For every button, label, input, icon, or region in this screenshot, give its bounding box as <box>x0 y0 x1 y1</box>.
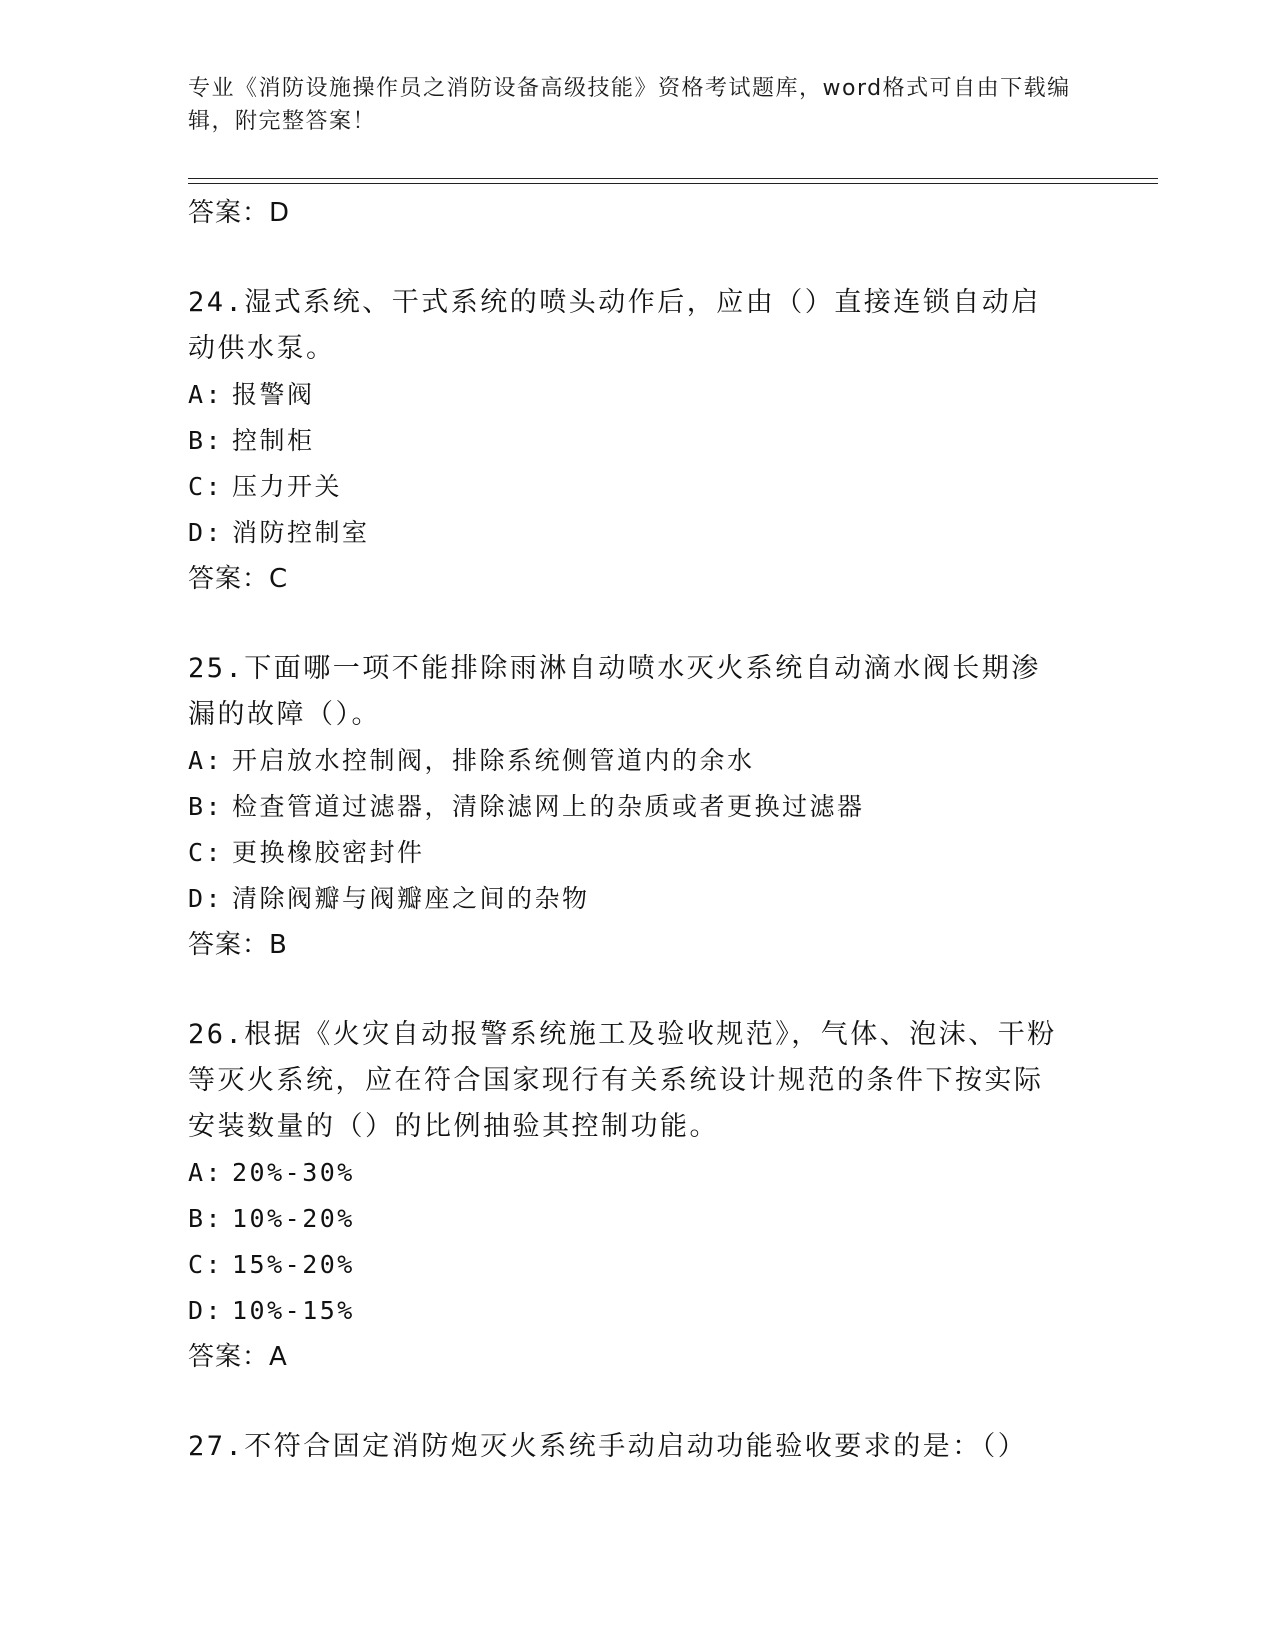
spacer <box>188 236 1088 280</box>
option-label: C: <box>188 1250 224 1279</box>
option-d <box>188 876 1088 922</box>
option-c <box>188 464 1088 510</box>
option-text: 15%-20% <box>232 1250 355 1279</box>
option-text: 更换橡胶密封件 <box>232 838 425 867</box>
option-label: D: <box>188 1296 224 1325</box>
question-list <box>188 190 1088 1470</box>
option-text: 压力开关 <box>232 472 343 501</box>
option-label: D: <box>188 884 224 913</box>
option-b <box>188 784 1088 830</box>
question-26 <box>188 1012 1088 1380</box>
question-24 <box>188 280 1088 602</box>
option-a <box>188 1150 1088 1196</box>
option-a <box>188 738 1088 784</box>
spacer <box>188 968 1088 1012</box>
answer-line: 答案：C <box>188 564 289 594</box>
answer-line: 答案：B <box>188 930 288 960</box>
question-25 <box>188 646 1088 968</box>
option-text: 检査管道过滤器，清除滤网上的杂质或者更换过滤器 <box>232 792 865 821</box>
option-label: A: <box>188 380 224 409</box>
option-label: A: <box>188 746 224 775</box>
option-text: 报警阀 <box>232 380 315 409</box>
question-text: 27.不符合固定消防炮灭火系统手动启动功能验收要求的是：（） <box>188 1431 1028 1462</box>
header-rule-bottom <box>188 183 1158 184</box>
header-rule-top <box>188 178 1158 179</box>
answer-line: 答案：A <box>188 1342 288 1372</box>
option-label: C: <box>188 472 224 501</box>
option-c <box>188 1242 1088 1288</box>
option-d <box>188 510 1088 556</box>
option-label: B: <box>188 426 224 455</box>
option-c <box>188 830 1088 876</box>
option-b <box>188 418 1088 464</box>
option-text: 10%-20% <box>232 1204 355 1233</box>
spacer <box>188 1380 1088 1424</box>
option-label: B: <box>188 1204 224 1233</box>
option-text: 10%-15% <box>232 1296 355 1325</box>
spacer <box>188 602 1088 646</box>
question-27 <box>188 1424 1088 1470</box>
option-text: 清除阀瓣与阀瓣座之间的杂物 <box>232 884 590 913</box>
option-text: 20%-30% <box>232 1158 355 1187</box>
previous-answer: 答案：D <box>188 198 291 228</box>
option-text: 消防控制室 <box>232 518 370 547</box>
question-text: 24.湿式系统、干式系统的喷头动作后，应由（）直接连锁自动启动供水泵。 <box>188 287 1041 364</box>
option-b <box>188 1196 1088 1242</box>
option-label: D: <box>188 518 224 547</box>
document-header: 专业《消防设施操作员之消防设备高级技能》资格考试题库，word格式可自由下载编辑，附完整答案！ <box>188 76 1071 134</box>
option-label: A: <box>188 1158 224 1187</box>
option-label: C: <box>188 838 224 867</box>
question-text: 25.下面哪一项不能排除雨淋自动喷水灭火系统自动滴水阀长期渗漏的故障（）。 <box>188 653 1041 730</box>
option-d <box>188 1288 1088 1334</box>
question-text: 26.根据《火灾自动报警系统施工及验收规范》，气体、泡沫、干粉等灭火系统，应在符合国家现行有关系统设计规范的条件下按实际安装数量的（）的比例抽验其控制功能。 <box>188 1019 1057 1142</box>
option-text: 开启放水控制阀，排除系统侧管道内的余水 <box>232 746 755 775</box>
option-text: 控制柜 <box>232 426 315 455</box>
option-a <box>188 372 1088 418</box>
option-label: B: <box>188 792 224 821</box>
